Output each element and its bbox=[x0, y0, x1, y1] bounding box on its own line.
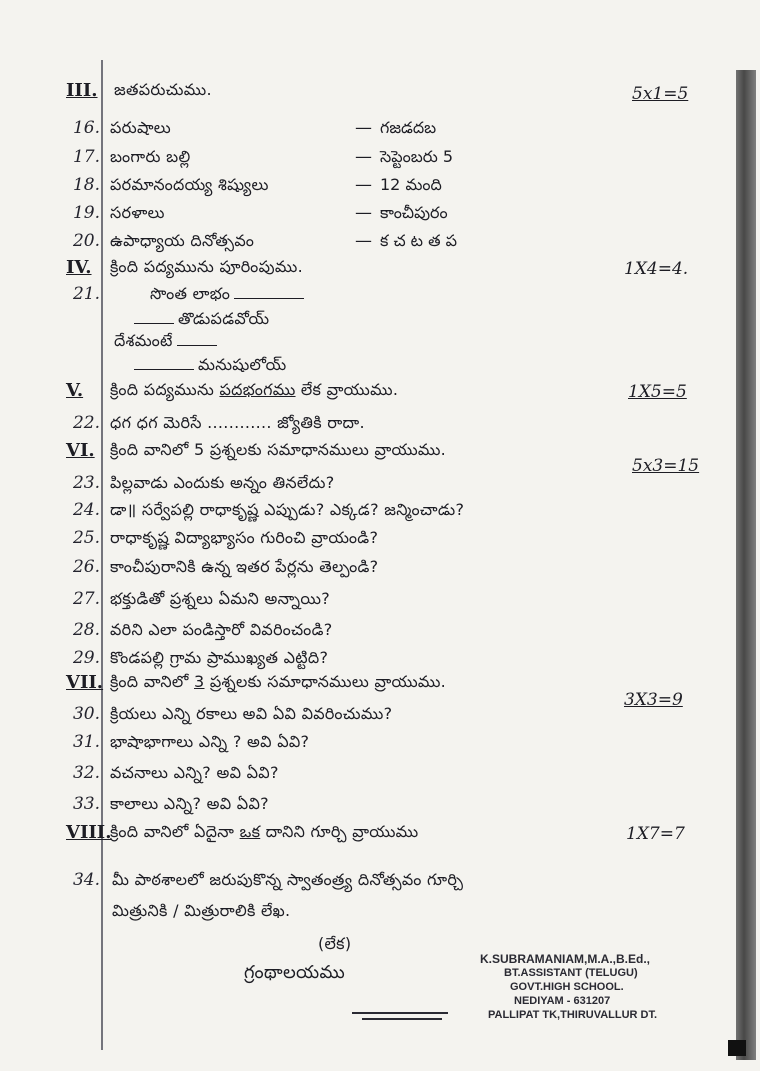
section-heading: క్రింది పద్యమును పూరింపుము. bbox=[110, 257, 304, 276]
or-text: (లేక) bbox=[318, 934, 352, 953]
match-dash: — bbox=[355, 175, 372, 195]
question-number: 19. bbox=[72, 203, 100, 223]
match-row bbox=[0, 175, 730, 205]
poem-word: మనుషులోయ్ bbox=[198, 355, 287, 374]
section-marks: 1X7=7 bbox=[626, 824, 685, 844]
question-text: మీ పాఠశాలలో జరుపుకొన్న స్వాతంత్ర్య దినోత్సవం గూర్చి bbox=[112, 870, 464, 889]
question-text: కాలాలు ఎన్ని? అవి ఏవి? bbox=[110, 794, 269, 813]
end-line bbox=[352, 1012, 448, 1014]
match-left: పరమానందయ్య శిష్యులు bbox=[110, 175, 269, 194]
question-row bbox=[0, 589, 730, 619]
heading-part: లేక వ్రాయుము. bbox=[295, 380, 399, 399]
question-text: కొండపల్లి గ్రామ ప్రాముఖ్యత ఎట్టిది? bbox=[110, 648, 329, 667]
match-right: 12 మంది bbox=[380, 175, 442, 194]
question-number: 27. bbox=[72, 589, 100, 609]
question-text: కాంచీపురానికి ఉన్న ఇతర పేర్లను తెల్పండి? bbox=[110, 557, 379, 576]
question-row bbox=[0, 620, 730, 650]
poem-word: సొంత లాభం bbox=[150, 284, 231, 303]
question-number: 23. bbox=[72, 473, 100, 493]
question-text: పిల్లవాడు ఎందుకు అన్నం తినలేదు? bbox=[110, 473, 335, 492]
question-number: 18. bbox=[72, 175, 100, 195]
poem-text bbox=[114, 331, 221, 354]
section-heading bbox=[110, 380, 398, 403]
poem-text bbox=[130, 355, 287, 378]
question-number: 32. bbox=[72, 763, 100, 783]
poem-word: తొడుపడవోయ్ bbox=[178, 309, 270, 328]
match-dash: — bbox=[355, 231, 372, 251]
heading-part: క్రింది వానిలో ఏదైనా bbox=[110, 822, 240, 841]
question-row bbox=[0, 557, 730, 587]
question-text: వరిని ఎలా పండిస్తారో వివరించండి? bbox=[110, 620, 333, 639]
question-row bbox=[0, 794, 730, 824]
question-text: రాధాకృష్ణ విద్యాభ్యాసం గురించి వ్రాయండి? bbox=[110, 528, 379, 547]
section-3-header bbox=[0, 80, 730, 110]
heading-emphasis: పదభంగము bbox=[219, 380, 296, 399]
question-text: భాషాభాగాలు ఎన్ని ? అవి ఏవి? bbox=[110, 732, 310, 751]
alternative-topic: గ్రంథాలయము bbox=[244, 962, 346, 983]
poem-line bbox=[0, 413, 730, 443]
question-number: 16. bbox=[72, 118, 100, 138]
heading-part: క్రింది వానిలో bbox=[110, 672, 194, 691]
section-roman: VII. bbox=[66, 672, 104, 693]
question-text: వచనాలు ఎన్ని? అవి ఏవి? bbox=[110, 763, 279, 782]
section-heading bbox=[110, 822, 418, 845]
question-number: 33. bbox=[72, 794, 100, 814]
question-text: క్రియలు ఎన్ని రకాలు అవి ఏవి వివరించుము? bbox=[110, 704, 393, 723]
essay-question-row bbox=[0, 870, 730, 900]
section-heading: జతపరుచుము. bbox=[114, 80, 212, 99]
stamp-post: BT.ASSISTANT (TELUGU) bbox=[504, 967, 638, 979]
question-row bbox=[0, 500, 730, 530]
question-number: 20. bbox=[72, 231, 100, 251]
question-row bbox=[0, 473, 730, 503]
question-row bbox=[0, 704, 730, 734]
poem-word: దేశమంటే bbox=[114, 331, 173, 350]
section-roman: V. bbox=[66, 380, 84, 401]
stamp-school: GOVT.HIGH SCHOOL. bbox=[510, 981, 624, 993]
question-number: 21. bbox=[72, 284, 100, 304]
match-right: సెప్టెంబరు 5 bbox=[380, 147, 454, 166]
question-text: డా॥ సర్వేపల్లి రాధాకృష్ణ ఎప్పుడు? ఎక్కడ? జన్మించాడు? bbox=[110, 500, 465, 519]
poem-text: ధగ ధగ మెరిసే ............ జ్యోతికి రాదా. bbox=[110, 413, 365, 432]
essay-question-row bbox=[0, 901, 730, 931]
section-roman: VI. bbox=[66, 440, 95, 461]
match-left: ఉపాధ్యాయ దినోత్సవం bbox=[110, 231, 255, 250]
poem-text bbox=[150, 284, 308, 307]
section-roman: III. bbox=[66, 80, 98, 101]
question-number: 34. bbox=[72, 870, 100, 890]
question-number: 26. bbox=[72, 557, 100, 577]
fill-blank bbox=[134, 369, 194, 370]
question-number: 30. bbox=[72, 704, 100, 724]
match-right: కాంచీపురం bbox=[380, 203, 448, 222]
section-marks: 1X4=4. bbox=[624, 259, 689, 279]
match-left: బంగారు బల్లి bbox=[110, 147, 191, 166]
match-right: క చ ట త ప bbox=[380, 231, 458, 250]
question-number: 22. bbox=[72, 413, 100, 433]
question-number: 24. bbox=[72, 500, 100, 520]
fill-blank bbox=[134, 323, 174, 324]
question-row bbox=[0, 732, 730, 762]
match-left: పరుషాలు bbox=[110, 118, 171, 137]
stamp-place: NEDIYAM - 631207 bbox=[514, 995, 611, 1007]
match-row bbox=[0, 147, 730, 177]
heading-emphasis: ఒక bbox=[239, 822, 261, 841]
end-line bbox=[362, 1018, 442, 1020]
section-heading: క్రింది వానిలో 5 ప్రశ్నలకు సమాధానములు వ్రాయుము. bbox=[110, 440, 447, 459]
binding-edge-shadow bbox=[736, 70, 756, 1060]
section-4-header bbox=[0, 257, 730, 287]
match-right: గజడదబ bbox=[380, 118, 437, 137]
section-marks: 1X5=5 bbox=[628, 382, 687, 402]
section-5-header bbox=[0, 380, 730, 410]
section-marks: 5x3=15 bbox=[632, 456, 700, 476]
question-number: 29. bbox=[72, 648, 100, 668]
fill-blank bbox=[177, 345, 217, 346]
match-dash: — bbox=[355, 203, 372, 223]
question-number: 25. bbox=[72, 528, 100, 548]
teacher-stamp bbox=[480, 952, 710, 1022]
section-8-header bbox=[0, 822, 730, 852]
stamp-district: PALLIPAT TK,THIRUVALLUR DT. bbox=[488, 1009, 658, 1021]
question-number: 28. bbox=[72, 620, 100, 640]
match-dash: — bbox=[355, 118, 372, 138]
poem-text bbox=[130, 309, 269, 332]
section-roman: VIII. bbox=[66, 822, 112, 843]
heading-part: క్రింది పద్యమును bbox=[110, 380, 220, 399]
fill-blank bbox=[234, 298, 304, 299]
corner-mark bbox=[728, 1040, 746, 1056]
question-number: 31. bbox=[72, 732, 100, 752]
match-row bbox=[0, 118, 730, 148]
question-text: భక్తుడితో ప్రశ్నలు ఏమని అన్నాయి? bbox=[110, 589, 331, 608]
section-marks: 3X3=9 bbox=[624, 690, 683, 710]
question-row bbox=[0, 528, 730, 558]
heading-part: దానిని గూర్చి వ్రాయుము bbox=[260, 822, 419, 841]
question-text: మిత్రునికి / మిత్రురాలికి లేఖ. bbox=[112, 901, 291, 920]
question-number: 17. bbox=[72, 147, 100, 167]
heading-emphasis: 3 bbox=[194, 672, 205, 691]
stamp-name: K.SUBRAMANIAM,M.A.,B.Ed., bbox=[480, 952, 650, 966]
match-row bbox=[0, 203, 730, 233]
section-marks: 5x1=5 bbox=[632, 84, 689, 104]
match-dash: — bbox=[355, 147, 372, 167]
section-roman: IV. bbox=[66, 257, 92, 278]
match-left: సరళాలు bbox=[110, 203, 165, 222]
heading-part: ప్రశ్నలకు సమాధానములు వ్రాయుము. bbox=[204, 672, 447, 691]
question-row bbox=[0, 763, 730, 793]
